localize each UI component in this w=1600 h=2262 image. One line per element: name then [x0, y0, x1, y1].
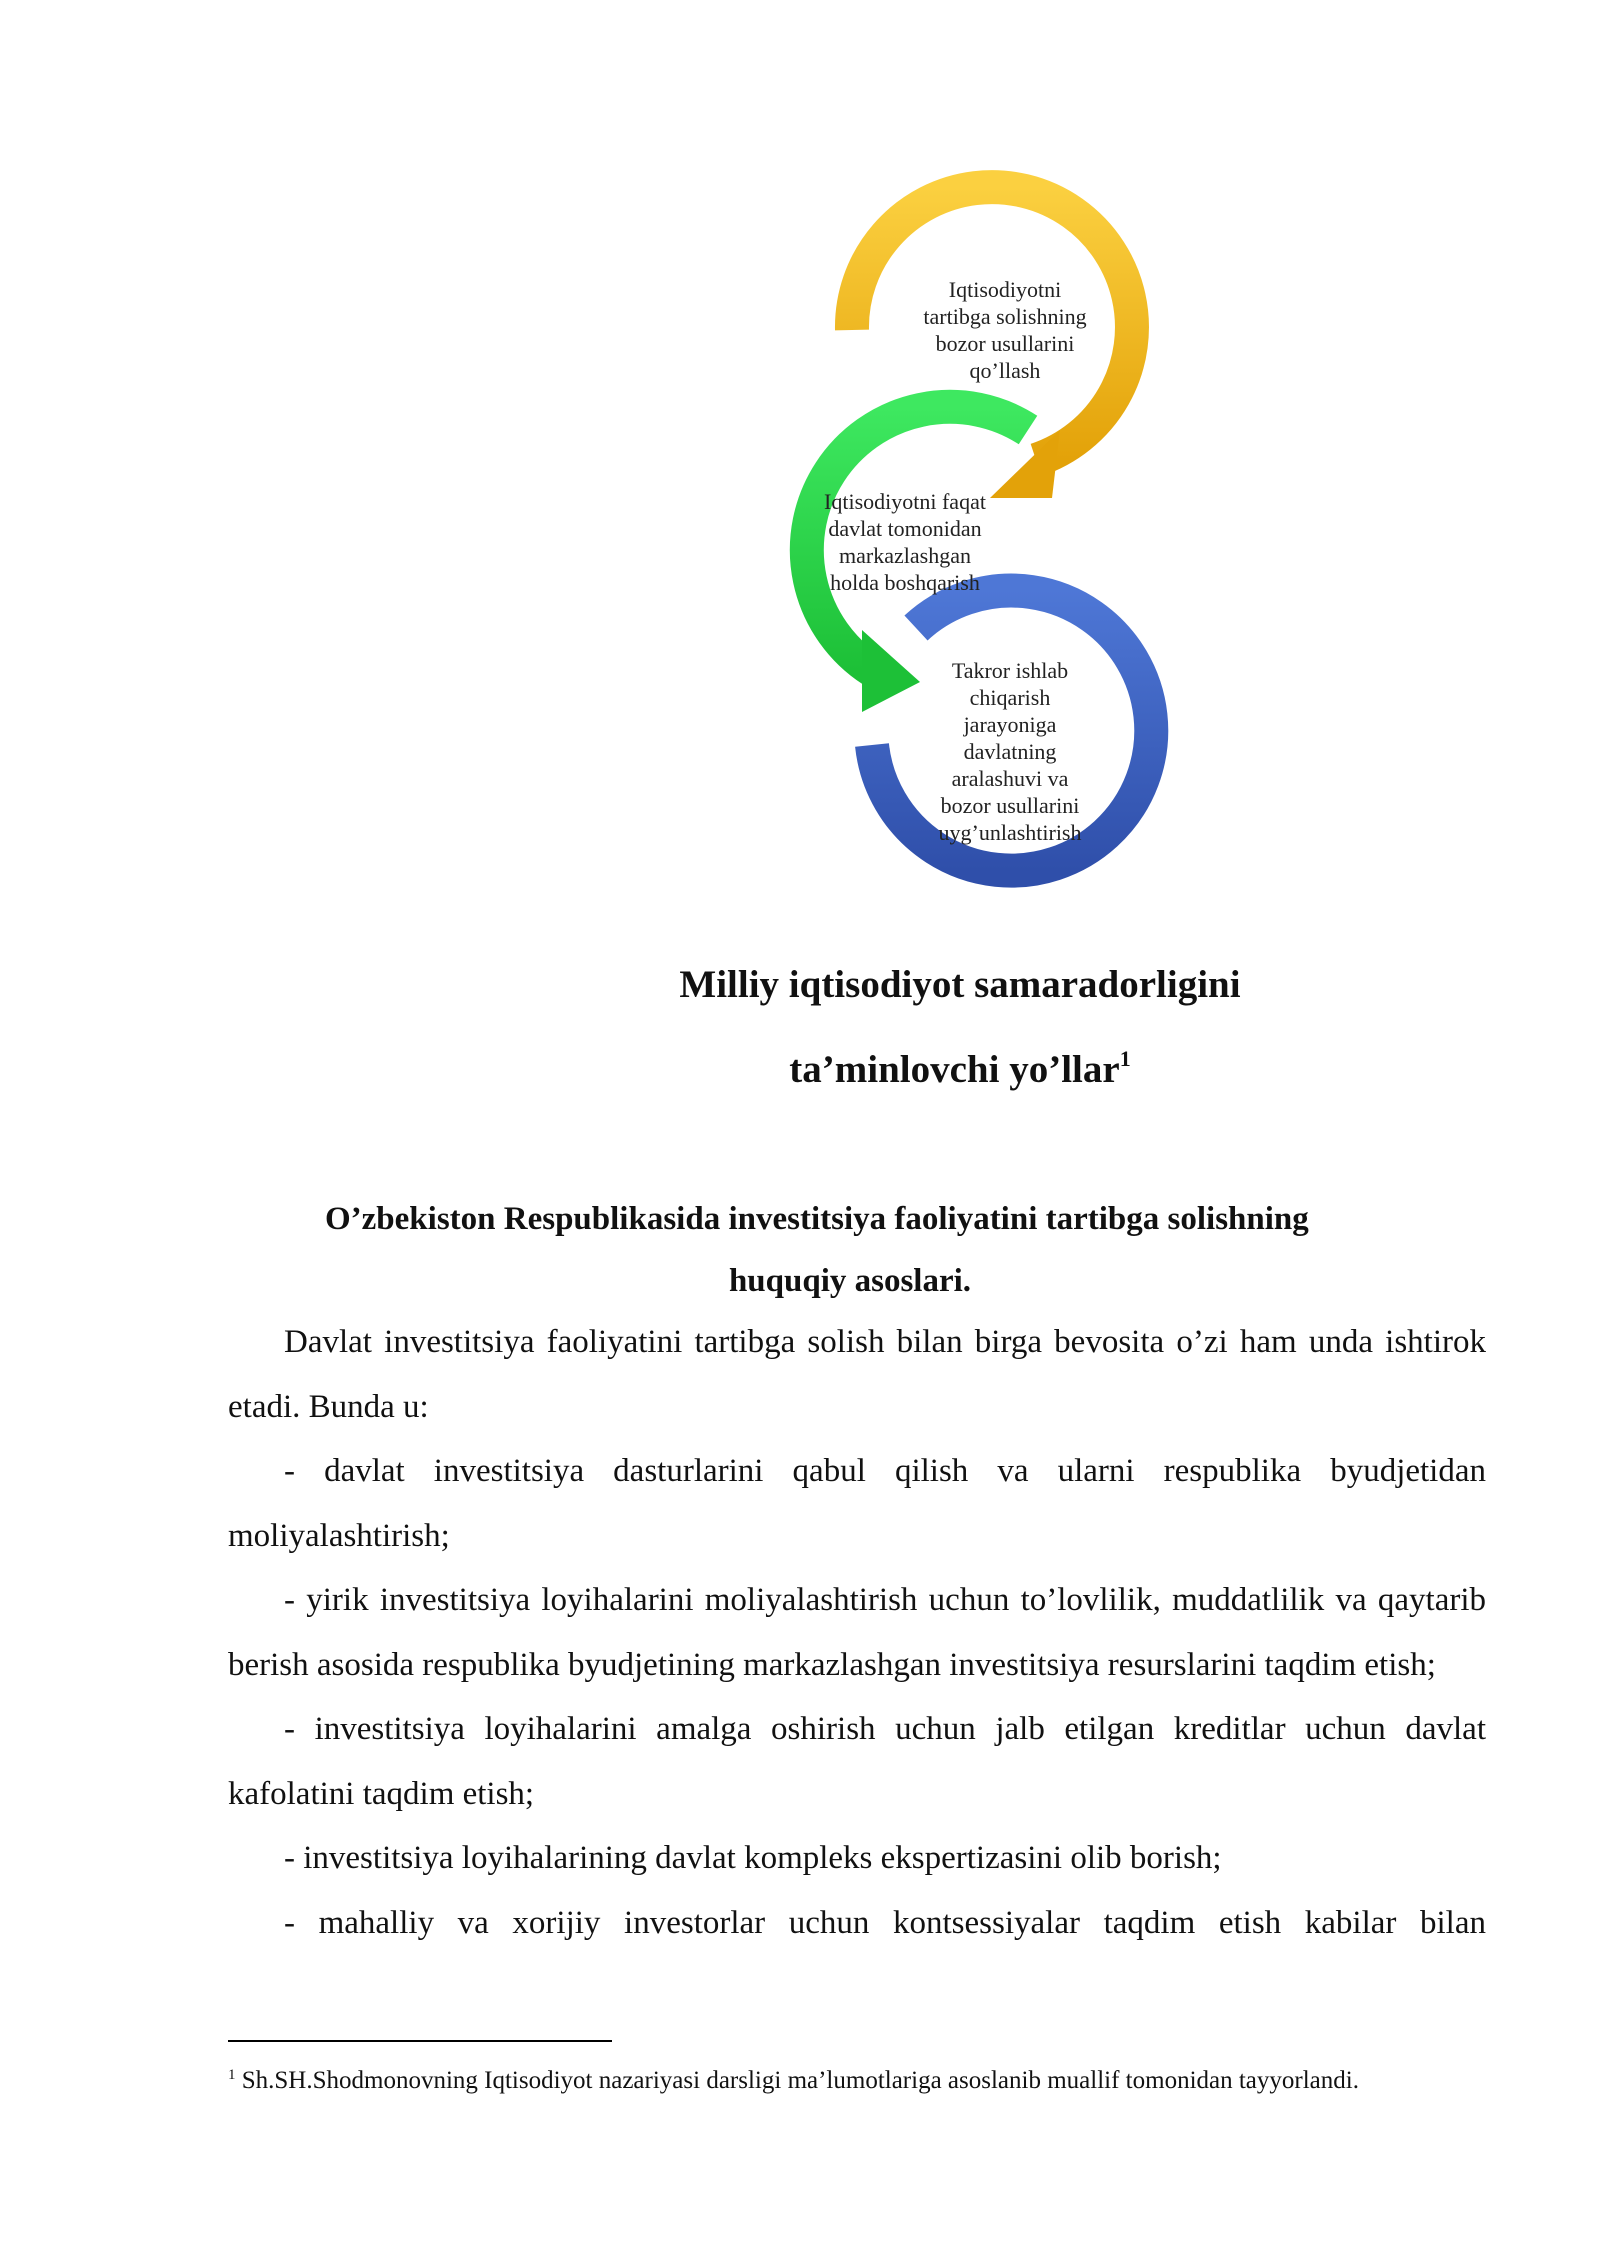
list-item-state-guarantee: - investitsiya loyihalarini amalga oshirish uchun jalb etilgan kreditlar uchun davlat kafolatini taqdim etish; [228, 1711, 1486, 1812]
step-label-market-methods: Iqtisodiyotni tartibga solishning bozor usullarini qo’llash [923, 277, 1087, 383]
footnote-reference[interactable]: 1 [1119, 1046, 1131, 1071]
footnote-text: Sh.SH.Shodmonovning Iqtisodiyot nazariyasi darsligi ma’lumotlariga asoslanib muallif tomonidan tayyorlandi. [235, 2067, 1359, 2094]
step-label-state-and-market: Takror ishlab chiqarish jarayoniga davlatning aralashuvi va bozor usullarini uyg’unlashtirish [938, 658, 1082, 845]
footnote-separator [228, 2040, 612, 2042]
paragraph-intro: Davlat investitsiya faoliyatini tartibga solish bilan birga bevosita o’zi ham unda ishtirok etadi. Bunda u: [228, 1324, 1486, 1425]
list-item-expertise: - investitsiya loyihalarining davlat kompleks ekspertizasini olib borish; [284, 1840, 1222, 1876]
figure-caption-line2 [560, 1022, 1360, 1107]
list-item-concessions: - mahalliy va xorijiy investorlar uchun kontsessiyalar taqdim etish kabilar bilan [284, 1904, 1486, 1941]
list-item-state-programs: - davlat investitsiya dasturlarini qabul qilish va ularni respublika byudjetidan moliyalashtirish; [228, 1453, 1486, 1554]
list-item-budget-resources: - yirik investitsiya loyihalarini moliyalashtirish uchun to’lovlilik, muddatlilik va qaytarib berish asosida respublika byudjetining markazlashgan investitsiya resurslarini taqdim etish; [228, 1582, 1486, 1683]
cycle-diagram [0, 0, 1600, 940]
figure-caption-line1: Milliy iqtisodiyot samaradorligini [679, 963, 1241, 1006]
cycle-arrows-graphic [0, 0, 1600, 940]
step-label-centralized-management: Iqtisodiyotni faqat davlat tomonidan markazlashgan holda boshqarish [824, 489, 986, 595]
section-title-line2: huquqiy asoslari. [728, 1263, 972, 1299]
section-title-line1: O’zbekiston Respublikasida investitsiya faoliyatini tartibga solishning [325, 1201, 1309, 1237]
footnote [228, 2058, 1488, 2098]
footnote-mark: 1 [228, 2067, 236, 2083]
figure-caption-text: ta’minlovchi yo’llar [789, 1048, 1120, 1091]
body-text [228, 1310, 1486, 1955]
